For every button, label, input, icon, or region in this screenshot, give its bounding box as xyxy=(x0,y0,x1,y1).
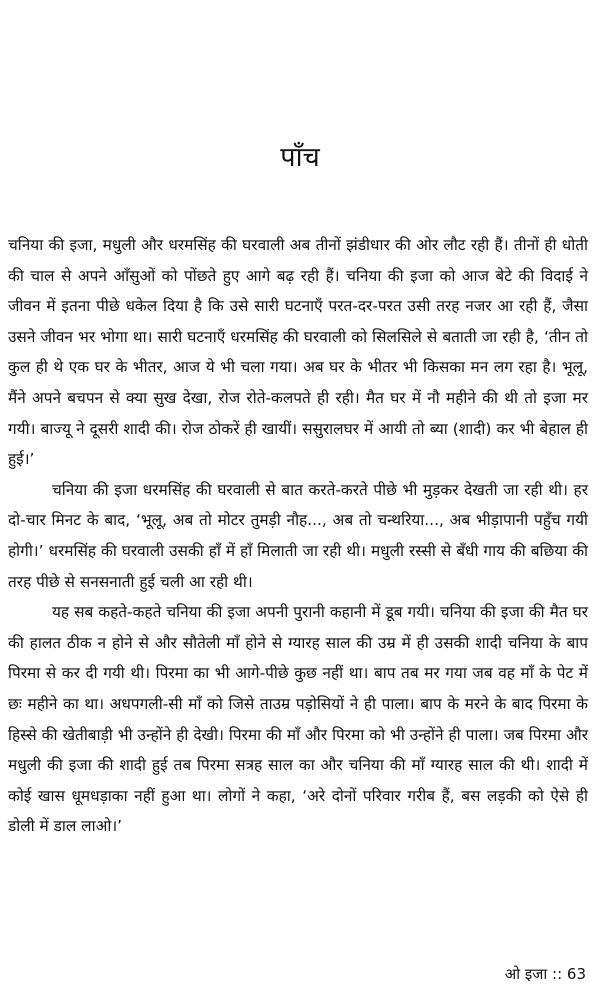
chapter-body xyxy=(8,230,588,842)
paragraph-3: यह सब कहते-कहते चनिया की इजा अपनी पुरानी कहानी में डूब गयी। चनिया की इजा की मैत घर की हालत ठीक न होने से और सौतेली माँ होने से ग्यारह साल की उम्र में ही उसकी शादी चनिया के बाप पिरमा से कर दी गयी थी। पिरमा का भी आगे-पीछे कुछ नहीं था। बाप तब मर गया जब वह माँ के पेट में छः महीने का था। अधपगली-सी माँ को जिसे ताउम्र पड़ोसियों ने ही पाला। बाप के मरने के बाद पिरमा के हिस्से की खेतीबाड़ी भी उन्होंने ही देखी। पिरमा की माँ और पिरमा को भी उन्होंने ही पाला। जब पिरमा और मधुली की इजा की शादी हुई तब पिरमा सत्रह साल का और चनिया की माँ ग्यारह साल की थी। शादी में कोई खास धूमधड़ाका नहीं हुआ था। लोगों ने कहा, ‘अरे दोनों परिवार गरीब हैं, बस लड़की को ऐसे ही डोली में डाल लाओ।’ xyxy=(8,603,588,836)
page-number-footer: ओ इजा :: 63 xyxy=(504,965,586,983)
paragraph-2: चनिया की इजा धरमसिंह की घरवाली से बात करते-करते पीछे भी मुड़कर देखती जा रही थी। हर दो-चार मिनट के बाद, ‘भूलू, अब तो मोटर तुमड़ी नौह..., अब तो चन्थरिया..., अब भीड़ापानी पहुँच गयी होगी।’ धरमसिंह की घरवाली उसकी हाँ में हाँ मिलाती जा रही थी। मधुली रस्सी से बँधी गाय की बछिया की तरह पीछे से सनसनाती हुई चली आ रही थी। xyxy=(8,480,588,591)
chapter-title: पाँच xyxy=(280,142,320,173)
paragraph-1: चनिया की इजा, मधुली और धरमसिंह की घरवाली अब तीनों झंडीधार की ओर लौट रही हैं। तीनों ही धोती की चाल से अपने आँसुओं को पोंछते हुए आगे बढ़ रही हैं। चनिया की इजा को आज बेटे की विदाई ने जीवन में इतना पीछे धकेल दिया है कि उसे सारी घटनाएँ परत-दर-परत उसी तरह नजर आ रही हैं, जैसा उसने जीवन भर भोगा था। सारी घटनाएँ धरमसिंह की घरवाली को सिलसिले से बताती जा रही है, ‘तीन तो कुल ही थे एक घर के भीतर, आज ये भी चला गया। अब घर के भीतर भी किसका मन लग रहा है। भूलू, मैंने अपने बचपन से क्या सुख देखा, रोज रोते-कलपते ही रही। मैत घर में नौ महीने की थी तो इजा मर गयी। बाज्यू ने दूसरी शादी की। रोज ठोकरें ही खायीं। ससुरालघर में आयी तो ब्या (शादी) कर भी बेहाल ही हुई।’ xyxy=(8,236,588,469)
